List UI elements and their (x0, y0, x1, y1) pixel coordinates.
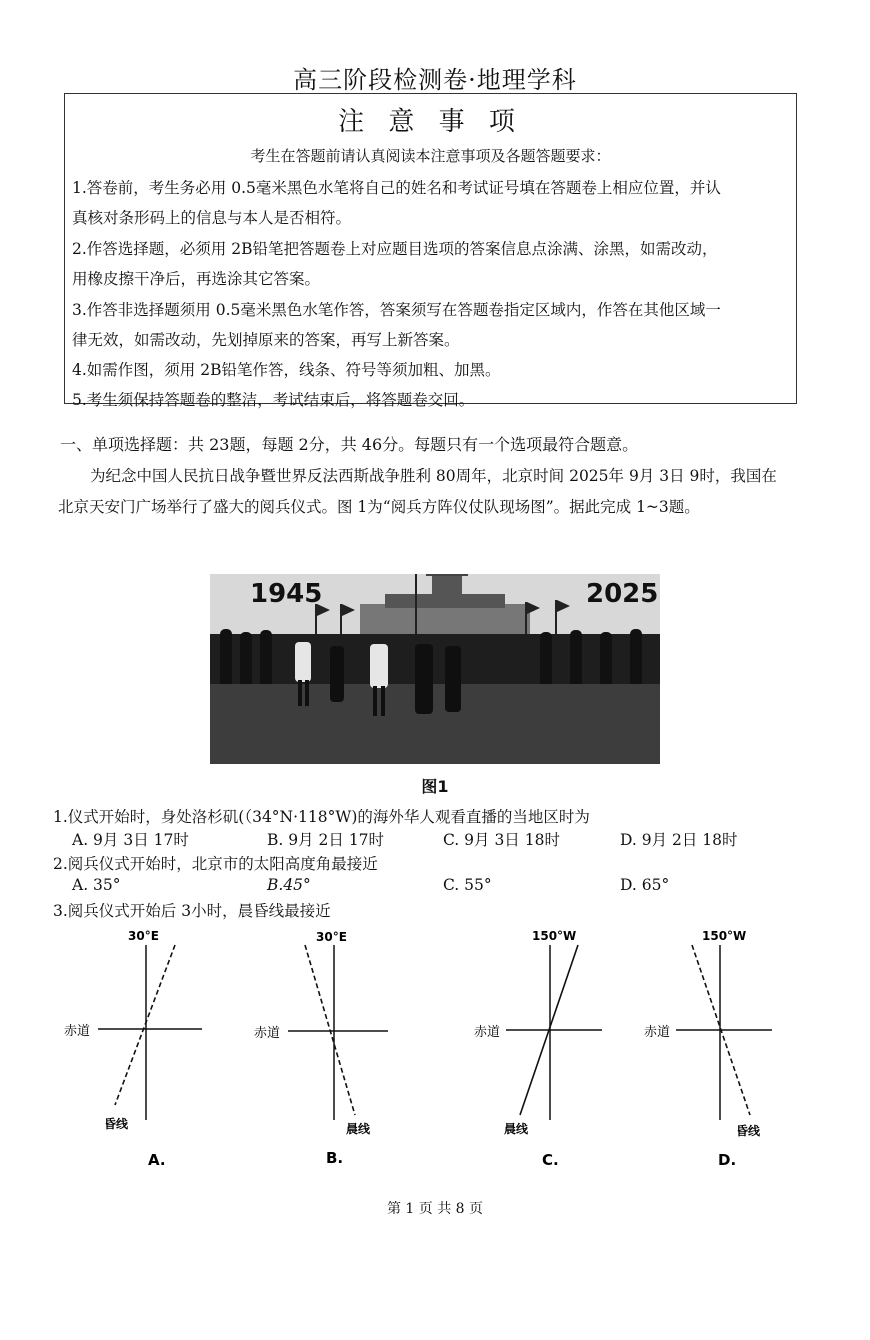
q2-option-c: C. 55° (443, 876, 492, 894)
meridian-label: 150°W (702, 929, 747, 943)
notice-intro: 考生在答题前请认真阅读本注意事项及各题答题要求： (250, 147, 611, 165)
terminator-line (115, 945, 175, 1105)
q1-option-d: D. 9月 2日 18时 (620, 831, 738, 849)
meridian-label: 30°E (128, 929, 159, 943)
notice-line: 用橡皮擦干净后，再选涂其它答案。 (72, 270, 321, 288)
diagram-letter: D. (718, 1151, 737, 1169)
notice-line: 3.作答非选择题须用 0.5毫米黑色水笔作答，答案须写在答题卷指定区域内，作答在其他区域一 (72, 301, 721, 319)
meridian-label: 30°E (316, 930, 347, 944)
q2-option-b: B.45° (267, 876, 311, 894)
section-heading: 一、单项选择题：共 23题，每题 2分，共 46分。每题只有一个选项最符合题意。 (60, 435, 639, 454)
year-right: 2025 (586, 579, 659, 609)
notice-line: 2.作答选择题，必须用 2B铅笔把答题卷上对应题目选项的答案信息点涂满、涂黑，如需改动， (72, 240, 718, 258)
diagram-d (640, 925, 840, 1175)
page-footer: 第 1 页 共 8 页 (386, 1201, 484, 1217)
question-1: 1.仪式开始时，身处洛杉矶(（34°N·118°W)的海外华人观看直播的当地区时为 (53, 808, 590, 826)
terminator-label: 昏线 (104, 1117, 129, 1131)
q1-option-a: A. 9月 3日 17时 (72, 831, 189, 849)
terminator-label: 晨线 (504, 1122, 529, 1136)
diagram-letter: A. (148, 1151, 166, 1169)
equator-label: 赤道 (64, 1024, 91, 1039)
page-title: 高三阶段检测卷·地理学科 (293, 66, 577, 94)
diagram-letter: B. (326, 1149, 344, 1167)
notice-line: 真核对条形码上的信息与本人是否相符。 (72, 209, 352, 227)
terminator-label: 昏线 (736, 1124, 761, 1138)
terminator-label: 晨线 (346, 1122, 371, 1136)
notice-line: 律无效，如需改动，先划掉原来的答案，再写上新答案。 (72, 331, 460, 349)
figure-caption: 图1 (421, 777, 449, 796)
year-left: 1945 (250, 579, 323, 609)
equator-label: 赤道 (474, 1025, 501, 1040)
notice-line: 1.答卷前，考生务必用 0.5毫米黑色水笔将自己的姓名和考试证号填在答题卷上相应位置，并认 (72, 179, 721, 197)
q2-option-a: A. 35° (72, 876, 121, 894)
stem-line-1: 为纪念中国人民抗日战争暨世界反法西斯战争胜利 80周年，北京时间 2025年 9月 3日 9时，我国在 (90, 467, 777, 485)
stem-line-2: 北京天安门广场举行了盛大的阅兵仪式。图 1为“阅兵方阵仪仗队现场图”。据此完成 1~3题。 (58, 498, 700, 516)
q1-option-b: B. 9月 2日 17时 (267, 831, 385, 849)
equator-label: 赤道 (644, 1025, 671, 1040)
diagram-a (60, 925, 260, 1175)
q1-option-c: C. 9月 3日 18时 (443, 831, 560, 849)
parade-photo (210, 574, 660, 764)
parade-photo-illustration (210, 574, 660, 764)
q2-option-d: D. 65° (620, 876, 670, 894)
question-3: 3.阅兵仪式开始后 3小时，晨昏线最接近 (53, 902, 331, 920)
terminator-line (305, 945, 355, 1115)
notice-heading: 注 意 事 项 (338, 107, 523, 137)
notice-line: 4.如需作图，须用 2B铅笔作答，线条、符号等须加粗、加黑。 (72, 361, 501, 379)
question-2: 2.阅兵仪式开始时，北京市的太阳高度角最接近 (53, 855, 378, 873)
diagram-b (250, 925, 450, 1175)
meridian-label: 150°W (532, 929, 577, 943)
notice-line: 5.考生须保持答题卷的整洁，考试结束后，将答题卷交回。 (72, 391, 475, 409)
equator-label: 赤道 (254, 1026, 281, 1041)
diagram-letter: C. (542, 1151, 559, 1169)
